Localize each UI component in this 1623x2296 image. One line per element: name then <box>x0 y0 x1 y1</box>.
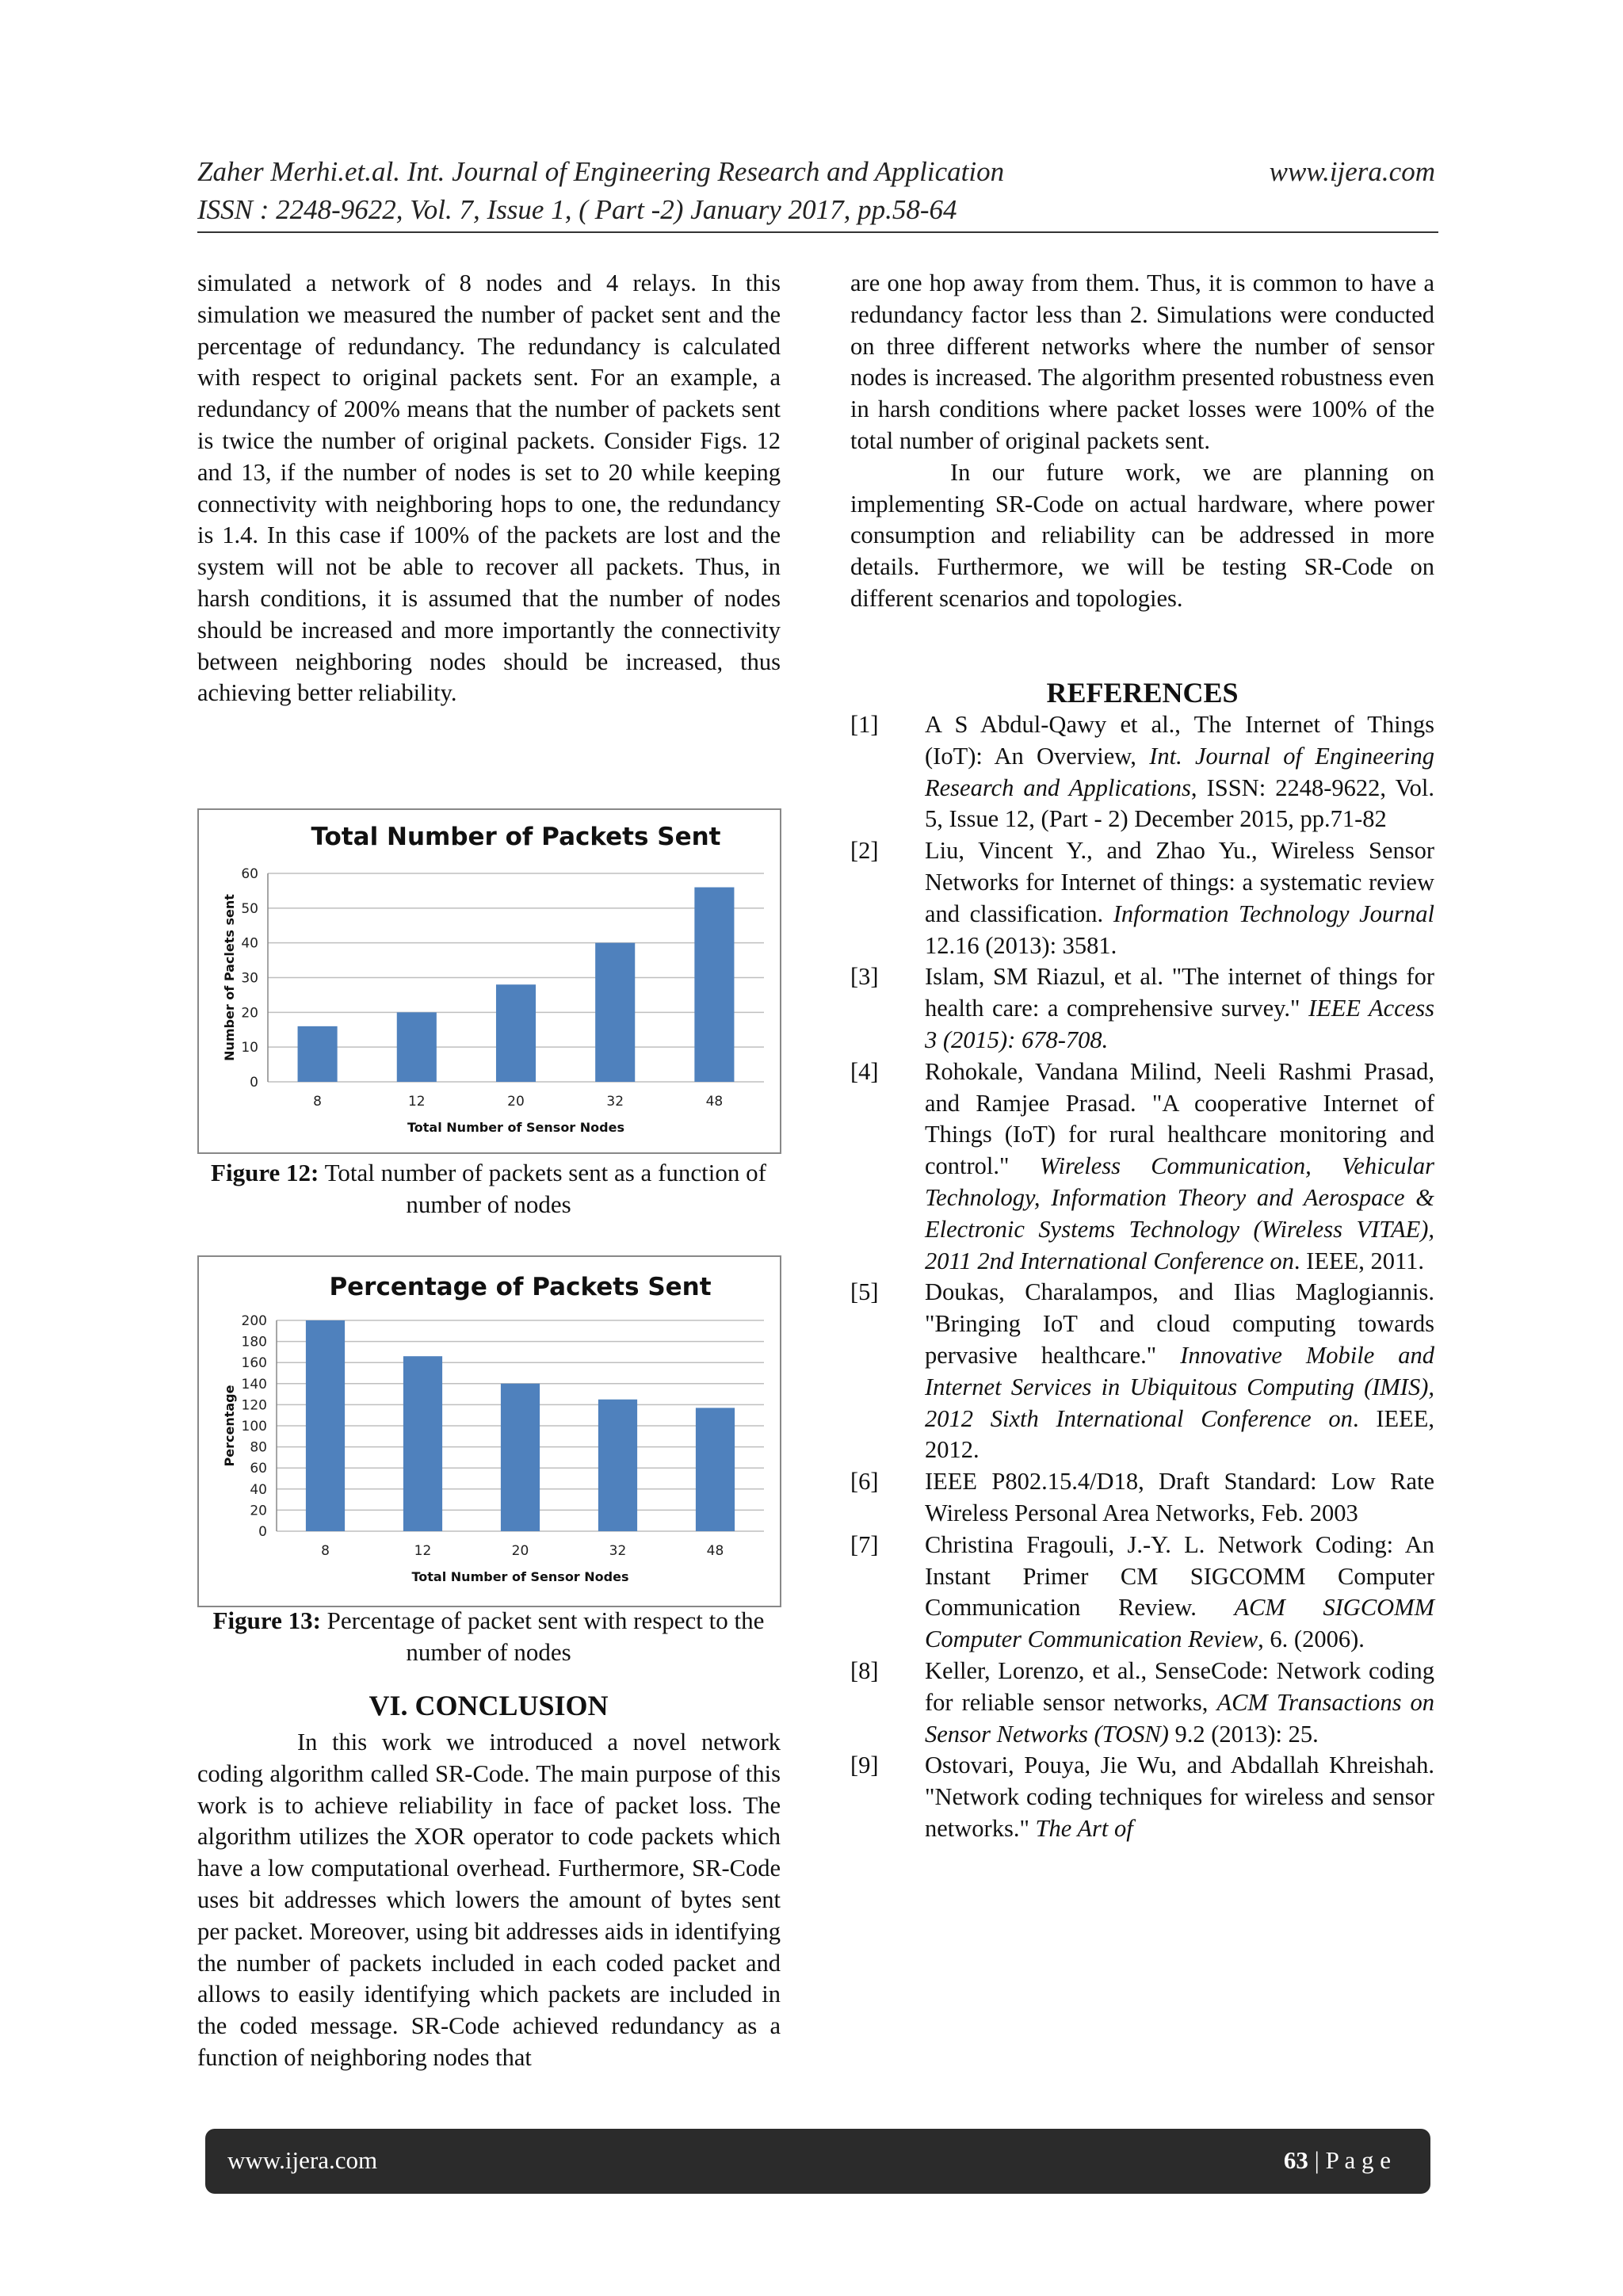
reference-number: [6] <box>850 1468 879 1496</box>
footer-url: www.ijera.com <box>227 2146 378 2174</box>
reference-item <box>850 1530 1434 1656</box>
reference-text <box>925 1277 1434 1466</box>
percentage-bar-chart <box>199 1257 780 1606</box>
x-tick-label: 20 <box>507 1094 525 1110</box>
y-tick-label: 30 <box>241 970 258 987</box>
x-tick-label: 12 <box>407 1094 426 1110</box>
x-tick-label: 32 <box>609 1543 627 1559</box>
bar <box>598 1400 637 1531</box>
x-tick-label: 32 <box>606 1094 624 1110</box>
page-footer <box>205 2129 1430 2194</box>
reference-venue: Int. Journal of Engineering Research and Applications <box>925 742 1434 801</box>
reference-text-part: A S Abdul-Qawy et al., The Internet of Things (IoT): An Overview, <box>925 711 1434 770</box>
reference-list <box>850 709 1434 1845</box>
bar <box>501 1384 540 1531</box>
reference-text-part: IEEE P802.15.4/D18, Draft Standard: Low Rate Wireless Personal Area Networks, Feb. 2003 <box>925 1468 1434 1526</box>
reference-item <box>850 1656 1434 1750</box>
reference-text <box>925 1056 1434 1278</box>
figure-12-label: Figure 12: <box>211 1159 319 1186</box>
reference-number: [2] <box>850 837 879 865</box>
reference-text-part: Liu, Vincent Y., and Zhao Yu., Wireless Sensor Networks for Internet of things: a systematic review and classification. <box>925 837 1434 927</box>
y-tick-label: 10 <box>241 1040 258 1056</box>
y-tick-label: 0 <box>250 1075 258 1091</box>
reference-item <box>850 961 1434 1056</box>
reference-number: [8] <box>850 1656 879 1684</box>
figure-13-label: Figure 13: <box>212 1606 321 1634</box>
y-tick-label: 20 <box>241 1005 258 1022</box>
reference-venue: ACM Transactions on Sensor Networks (TOSN) <box>925 1688 1434 1748</box>
reference-text <box>925 1466 1434 1530</box>
reference-text <box>925 1656 1434 1750</box>
reference-item <box>850 1750 1434 1844</box>
packets-sent-bar-chart <box>199 810 780 1152</box>
conclusion-body <box>197 1727 781 2074</box>
y-tick-label: 20 <box>250 1503 267 1519</box>
reference-text-part: , ISSN: 2248-9622, Vol. 5, Issue 12, (Part - 2) December 2015, pp.71-82 <box>925 774 1434 833</box>
y-tick-label: 140 <box>241 1376 267 1392</box>
reference-text <box>925 709 1434 835</box>
reference-number: [5] <box>850 1278 879 1306</box>
reference-item <box>850 709 1434 835</box>
reference-text-part: 9.2 (2013): 25. <box>1168 1720 1319 1748</box>
reference-number: [7] <box>850 1530 879 1558</box>
reference-text-part: . IEEE, 2011. <box>1293 1247 1424 1274</box>
reference-number: [3] <box>850 963 879 991</box>
reference-text-part: Ostovari, Pouya, Jie Wu, and Abdallah Khreishah. "Network coding techniques for wireless and sensor networks." <box>925 1752 1434 1842</box>
reference-item <box>850 1056 1434 1278</box>
reference-text <box>925 835 1434 961</box>
reference-venue: Wireless Communication, Vehicular Technology, Information Theory and Aerospace & Electronic Systems Technology (Wireless VITAE), 2011 2nd International Conference on <box>925 1152 1434 1274</box>
reference-text-part: . IEEE, 2012. <box>925 1404 1434 1464</box>
figure-13-chart <box>197 1255 781 1607</box>
conclusion-paragraph-continued: are one hop away from them. Thus, it is common to have a redundancy factor less than 2. Simulations were conducted on three different networks where the number of sensor nodes is increased. The algorithm presented robustness even in harsh conditions where packet losses were 100% of the total number of original packets sent. <box>850 269 1434 454</box>
reference-venue: The Art of <box>1035 1814 1133 1842</box>
x-axis-label: Total Number of Sensor Nodes <box>411 1569 629 1584</box>
header-rule <box>197 231 1438 233</box>
figure-13-text: Percentage of packet sent with respect to the number of nodes <box>320 1606 765 1666</box>
page-number <box>1284 2146 1391 2175</box>
reference-text-part: Christina Fragouli, J.-Y. L. Network Coding: An Instant Primer CM SIGCOMM Computer Communication Review. <box>925 1530 1434 1622</box>
reference-number: [1] <box>850 711 879 738</box>
reference-text-part: 12.16 (2013): 3581. <box>925 931 1117 959</box>
bar <box>306 1320 345 1531</box>
bar <box>403 1356 442 1531</box>
right-column <box>850 268 1434 615</box>
reference-number: [4] <box>850 1057 879 1085</box>
figure-12-text: Total number of packets sent as a function of number of nodes <box>319 1159 766 1218</box>
journal-citation: Zaher Merhi.et.al. Int. Journal of Engineering Research and Application <box>197 156 1005 187</box>
reference-text <box>925 1750 1434 1844</box>
future-work-paragraph: In our future work, we are planning on implementing SR-Code on actual hardware, where power consumption and reliability can be addressed in more details. Furthermore, we will be testing SR-Code on different scenarios and topologies. <box>850 458 1434 612</box>
x-tick-label: 8 <box>313 1094 323 1110</box>
page-label: | P a g e <box>1308 2146 1391 2174</box>
y-tick-label: 80 <box>250 1439 267 1456</box>
reference-number: [9] <box>850 1752 879 1779</box>
page-number-value: 63 <box>1283 2146 1308 2174</box>
x-axis-label: Total Number of Sensor Nodes <box>407 1120 624 1135</box>
y-tick-label: 100 <box>241 1419 267 1435</box>
figure-13-caption <box>197 1605 780 1668</box>
reference-text <box>925 1530 1434 1656</box>
references-heading: REFERENCES <box>1046 677 1239 709</box>
chart-title: Percentage of Packets Sent <box>329 1273 712 1301</box>
journal-url: www.ijera.com <box>1269 156 1435 187</box>
y-tick-label: 0 <box>258 1524 267 1540</box>
bar <box>298 1026 338 1082</box>
reference-text-part: , 6. (2006). <box>1258 1626 1365 1653</box>
body-paragraph: simulated a network of 8 nodes and 4 relays. In this simulation we measured the number of packet sent and the percentage of redundancy. The redundancy is calculated with respect to original packets sent. For an example, a redundancy of 200% means that the number of packets sent is twice the number of original packets. Consider Figs. 12 and 13, if the number of nodes is set to 20 while keeping connectivity with neighboring hops to one, the redundancy is 1.4. In this case if 100% of the packets are lost and the system will not be able to recover all packets. Thus, in harsh conditions, it is assumed that the number of nodes should be increased and more importantly the connectivity between neighboring nodes should be increased, thus achieving better reliability. <box>197 269 781 707</box>
y-tick-label: 120 <box>241 1397 267 1414</box>
left-column <box>197 268 781 709</box>
y-tick-label: 180 <box>241 1334 267 1350</box>
y-tick-label: 60 <box>241 866 258 882</box>
issn-line: ISSN : 2248-9622, Vol. 7, Issue 1, ( Part -2) January 2017, pp.58-64 <box>197 194 957 225</box>
reference-venue: Information Technology Journal <box>1113 900 1434 927</box>
chart-title: Total Number of Packets Sent <box>311 823 721 851</box>
bar <box>397 1012 437 1082</box>
reference-venue: IEEE Access 3 (2015): 678-708. <box>925 995 1434 1053</box>
figure-12-chart <box>197 808 781 1154</box>
figure-12-caption <box>197 1157 780 1221</box>
conclusion-paragraph: In this work we introduced a novel network coding algorithm called SR-Code. The main purpose of this work is to achieve reliability in face of packet loss. The algorithm utilizes the XOR operator to code packets which have a low computational overhead. Furthermore, SR-Code uses bit addresses which lowers the amount of bytes sent per packet. Moreover, using bit addresses aids in identifying the number of packets included in each coded packet and allows to easily identifying which packets are included in the coded message. SR-Code achieved redundancy as a function of neighboring nodes that <box>197 1729 781 2071</box>
reference-text-part: Keller, Lorenzo, et al., SenseCode: Network coding for reliable sensor networks, <box>925 1656 1434 1716</box>
bar <box>694 888 734 1082</box>
y-axis-label: Number of Paclets sent <box>222 894 237 1061</box>
y-tick-label: 200 <box>241 1313 267 1329</box>
x-tick-label: 48 <box>706 1543 724 1559</box>
reference-text-part: Doukas, Charalampos, and Ilias Maglogiannis. "Bringing IoT and cloud computing towards pervasive healthcare." <box>925 1278 1434 1369</box>
reference-text <box>925 961 1434 1056</box>
x-tick-label: 20 <box>511 1543 529 1559</box>
bar <box>696 1408 735 1531</box>
y-tick-label: 40 <box>250 1481 267 1498</box>
reference-venue: ACM SIGCOMM Computer Communication Review <box>925 1594 1434 1653</box>
x-tick-label: 48 <box>705 1094 724 1110</box>
reference-item <box>850 1277 1434 1466</box>
bar <box>496 984 536 1082</box>
reference-venue: Innovative Mobile and Internet Services in Ubiquitous Computing (IMIS), 2012 Sixth International Conference on <box>925 1341 1434 1432</box>
bar <box>595 943 635 1082</box>
reference-text-part: Islam, SM Riazul, et al. "The internet of things for health care: a comprehensive survey." <box>925 963 1434 1022</box>
y-axis-label: Percentage <box>222 1385 237 1467</box>
reference-item <box>850 1466 1434 1530</box>
y-tick-label: 50 <box>241 900 258 917</box>
reference-text-part: Rohokale, Vandana Milind, Neeli Rashmi Prasad, and Ramjee Prasad. "A cooperative Internet of Things (IoT) for rural healthcare monitoring and control." <box>925 1057 1434 1180</box>
x-tick-label: 8 <box>321 1543 330 1559</box>
y-tick-label: 160 <box>241 1355 267 1372</box>
x-tick-label: 12 <box>414 1543 432 1559</box>
running-header <box>197 153 1435 191</box>
conclusion-heading: VI. CONCLUSION <box>369 1690 609 1721</box>
y-tick-label: 60 <box>250 1461 267 1477</box>
reference-item <box>850 835 1434 961</box>
y-tick-label: 40 <box>241 935 258 952</box>
